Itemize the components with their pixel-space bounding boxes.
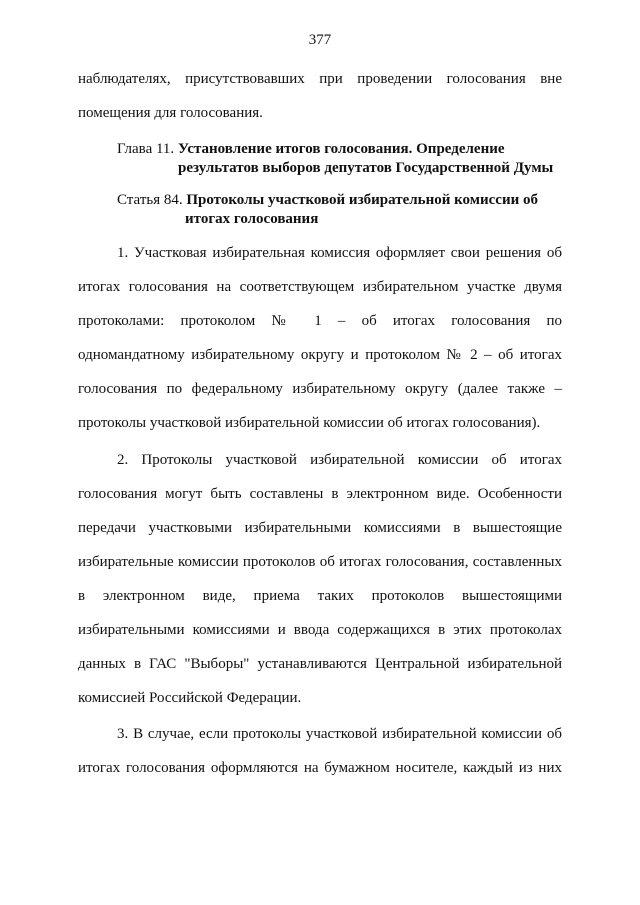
paragraph-2-line-3: передачи участковыми избирательными комиссиями в вышестоящие (78, 520, 562, 536)
intro-line-1: наблюдателях, присутствовавших при проведении голосования вне (78, 71, 562, 87)
chapter-heading (117, 140, 553, 178)
paragraph-1-line-5: голосования по федеральному избирательному округу (далее также – (78, 381, 562, 397)
paragraph-2-line-2: голосования могут быть составлены в электронном виде. Особенности (78, 486, 562, 502)
paragraph-2-line-5: в электронном виде, приема таких протоколов вышестоящими (78, 588, 562, 604)
paragraph-3 (78, 717, 562, 785)
paragraph-1-line-1: 1. Участковая избирательная комиссия оформляет свои решения об (117, 245, 562, 261)
paragraph-1 (78, 236, 562, 440)
paragraph-1-line-4: одномандатному избирательному округу и протоколом № 2 – об итогах (78, 347, 562, 363)
paragraph-1-line-2: итогах голосования на соответствующем избирательном участке двумя (78, 279, 562, 295)
article-title-line-1: Протоколы участковой избирательной комиссии об (186, 192, 538, 208)
paragraph-2-line-8: комиссией Российской Федерации. (78, 690, 302, 706)
intro-line-2: помещения для голосования. (78, 105, 263, 121)
paragraph-2-line-7: данных в ГАС "Выборы" устанавливаются Центральной избирательной (78, 656, 562, 672)
paragraph-2-line-6: избирательными комиссиями и ввода содержащихся в этих протоколах (78, 622, 562, 638)
article-title-line-2: итогах голосования (185, 211, 319, 227)
paragraph-2-line-1: 2. Протоколы участковой избирательной комиссии об итогах (117, 452, 562, 468)
paragraph-1-line-3: протоколами: протоколом № 1 – об итогах голосования по (78, 313, 562, 329)
article-heading-line-1 (117, 191, 538, 210)
paragraph-1-line-6: протоколы участковой избирательной комиссии об итогах голосования). (78, 415, 541, 431)
chapter-prefix: Глава 11. (117, 141, 175, 157)
paragraph-3-line-2: итогах голосования оформляются на бумажном носителе, каждый из них (78, 760, 562, 776)
article-prefix: Статья 84. (117, 192, 183, 208)
intro-paragraph (78, 62, 562, 130)
chapter-title-line-2: результатов выборов депутатов Государственной Думы (178, 160, 554, 176)
paragraph-2 (78, 443, 562, 715)
article-heading (117, 191, 538, 229)
chapter-heading-line-1 (117, 140, 553, 159)
paragraph-2-line-4: избирательные комиссии протоколов об итогах голосования, составленных (78, 554, 562, 570)
chapter-title-line-1: Установление итогов голосования. Определение (177, 141, 505, 157)
paragraph-3-line-1: 3. В случае, если протоколы участковой избирательной комиссии об (117, 726, 562, 742)
page-number: 377 (308, 32, 332, 48)
